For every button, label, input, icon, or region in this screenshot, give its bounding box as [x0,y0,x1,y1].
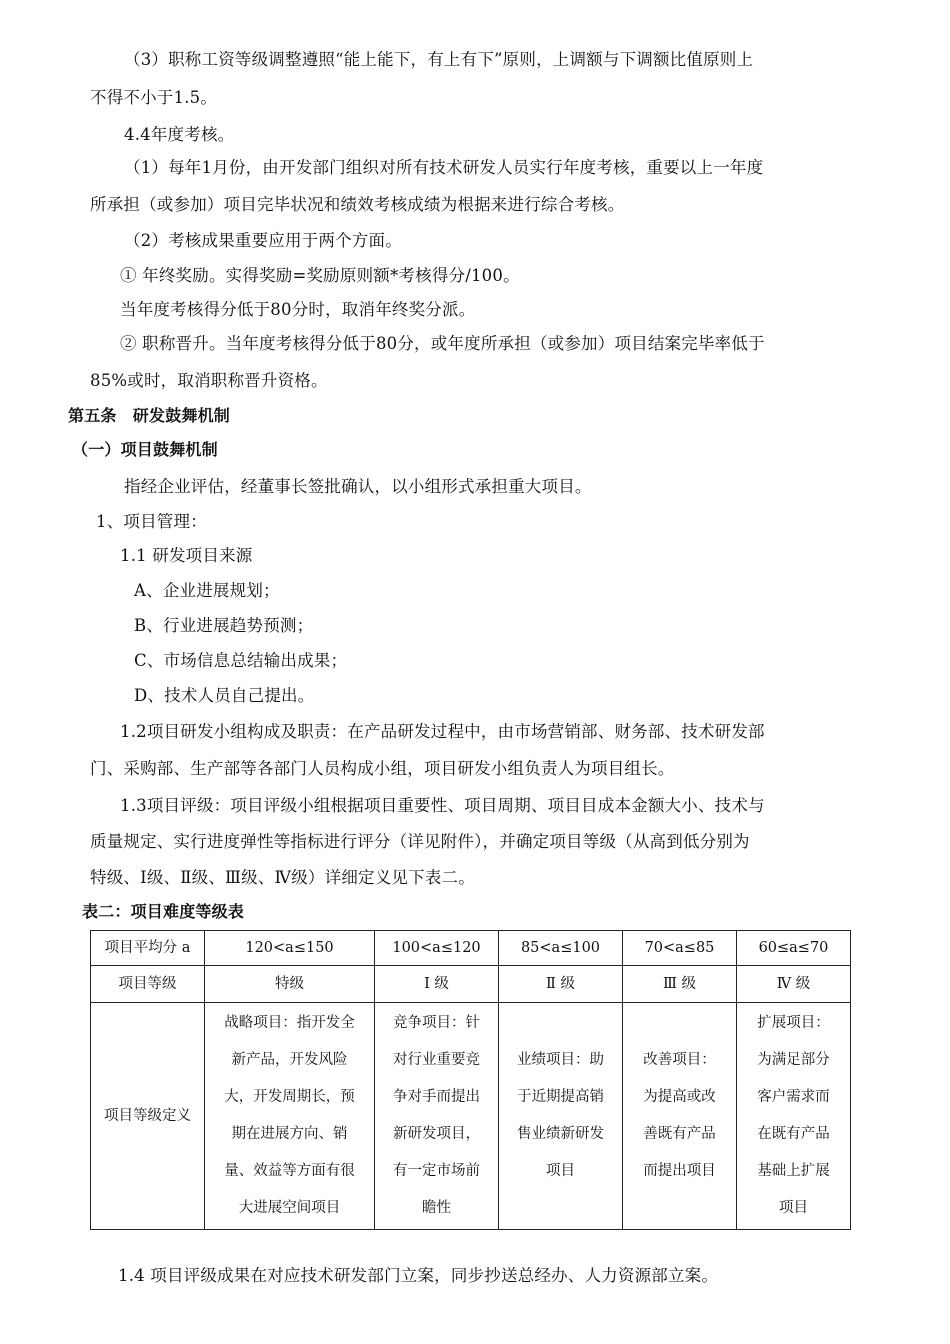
score-cell: 100<a≤120 [375,931,499,966]
definition-line: 善既有产品 [643,1126,716,1142]
definition-line: 于近期提高销 [517,1089,604,1105]
paragraph-line: 1.3项目评级：项目评级小组根据项目重要性、项目周期、项目目成本金额大小、技术与 [120,796,765,815]
definition-line: 竞争项目：针 [393,1015,480,1031]
paragraph-line: 质量规定、实行进度弹性等指标进行评分（详见附件），并确定项目等级（从高到低分别为 [90,832,750,851]
definition-cell [205,1003,375,1230]
definition-cell [623,1003,737,1230]
definition-line: 战略项目：指开发全 [224,1015,355,1031]
list-item: B、行业进展趋势预测； [134,616,314,635]
grade-cell: Ⅰ 级 [375,966,499,1003]
definition-line: 新产品，开发风险 [231,1052,348,1068]
definition-line: 业绩项目：助 [517,1052,604,1068]
paragraph-line: （2）考核成果重要应用于两个方面。 [124,231,402,250]
paragraph-line: ① 年终奖励。实得奖励=奖励原则额*考核得分/100。 [120,266,520,285]
definition-line: 扩展项目： [757,1015,830,1031]
paragraph-line: （3）职称工资等级调整遵照“能上能下，有上有下”原则，上调额与下调额比值原则上 [124,50,754,69]
grade-cell: Ⅱ 级 [499,966,623,1003]
definition-line: 客户需求而 [757,1089,830,1105]
definition-line: 大，开发周期长，预 [224,1089,355,1105]
definition-line: 大进展空间项目 [238,1200,341,1216]
score-cell: 70<a≤85 [623,931,737,966]
score-cell: 60≤a≤70 [737,931,851,966]
table-row [91,1003,851,1230]
row-header-score: 项目平均分 a [91,931,205,966]
definition-line: 而提出项目 [643,1163,716,1179]
list-item: A、企业进展规划； [134,581,280,600]
definition-line: 争对手而提出 [393,1089,480,1105]
definition-line: 在既有产品 [757,1126,830,1142]
paragraph-line: 1.4 项目评级成果在对应技术研发部门立案，同步抄送总经办、人力资源部立案。 [118,1266,719,1285]
definition-line: 有一定市场前 [393,1163,480,1179]
definition-line: 期在进展方向、销 [231,1126,348,1142]
paragraph-line: 指经企业评估，经董事长签批确认，以小组形式承担重大项目。 [124,477,592,496]
definition-line: 为满足部分 [757,1052,830,1068]
list-heading: 1、项目管理： [96,512,207,531]
definition-line: 售业绩新研发 [517,1126,604,1142]
paragraph-line: 所承担（或参加）项目完毕状况和绩效考核成绩为根据来进行综合考核。 [90,195,625,214]
table-row [91,966,851,1003]
difficulty-grade-table [90,930,851,1230]
row-header-definition: 项目等级定义 [91,1003,205,1230]
paragraph-line: 85%或时，取消职称晋升资格。 [90,371,328,390]
grade-cell: Ⅲ 级 [623,966,737,1003]
definition-cell [375,1003,499,1230]
grade-cell: 特级 [205,966,375,1003]
definition-line: 对行业重要竞 [393,1052,480,1068]
grade-cell: Ⅳ 级 [737,966,851,1003]
list-item: D、技术人员自己提出。 [134,686,315,705]
definition-line: 项目 [779,1200,808,1216]
article-heading: 第五条 研发鼓舞机制 [68,406,231,425]
table-row [91,931,851,966]
paragraph-line: 门、采购部、生产部等各部门人员构成小组，项目研发小组负责人为项目组长。 [90,759,675,778]
score-cell: 120<a≤150 [205,931,375,966]
definition-line: 量、效益等方面有很 [224,1163,355,1179]
list-heading: 1.1 研发项目来源 [120,546,253,565]
table-caption: 表二：项目难度等级表 [82,902,245,921]
definition-line: 改善项目： [643,1052,716,1068]
section-subheading: 4.4年度考核。 [124,125,235,144]
list-item: C、市场信息总结输出成果； [134,651,348,670]
paragraph-line: 不得不小于1.5。 [90,88,218,107]
definition-line: 为提高或改 [643,1089,716,1105]
row-header-grade: 项目等级 [91,966,205,1003]
definition-cell [737,1003,851,1230]
definition-cell [499,1003,623,1230]
paragraph-line: 当年度考核得分低于80分时，取消年终奖分派。 [120,300,476,319]
paragraph-line: ② 职称晋升。当年度考核得分低于80分，或年度所承担（或参加）项目结案完毕率低于 [120,334,765,353]
paragraph-line: 特级、Ⅰ级、Ⅱ级、Ⅲ级、Ⅳ级）详细定义见下表二。 [90,868,475,887]
definition-line: 基础上扩展 [757,1163,830,1179]
definition-line: 新研发项目， [393,1126,480,1142]
score-cell: 85<a≤100 [499,931,623,966]
definition-line: 瞻性 [422,1200,451,1216]
section-heading: （一）项目鼓舞机制 [72,440,218,459]
paragraph-line: 1.2项目研发小组构成及职责：在产品研发过程中，由市场营销部、财务部、技术研发部 [120,722,765,741]
definition-line: 项目 [546,1163,575,1179]
paragraph-line: （1）每年1月份，由开发部门组织对所有技术研发人员实行年度考核，重要以上一年度 [124,158,764,177]
